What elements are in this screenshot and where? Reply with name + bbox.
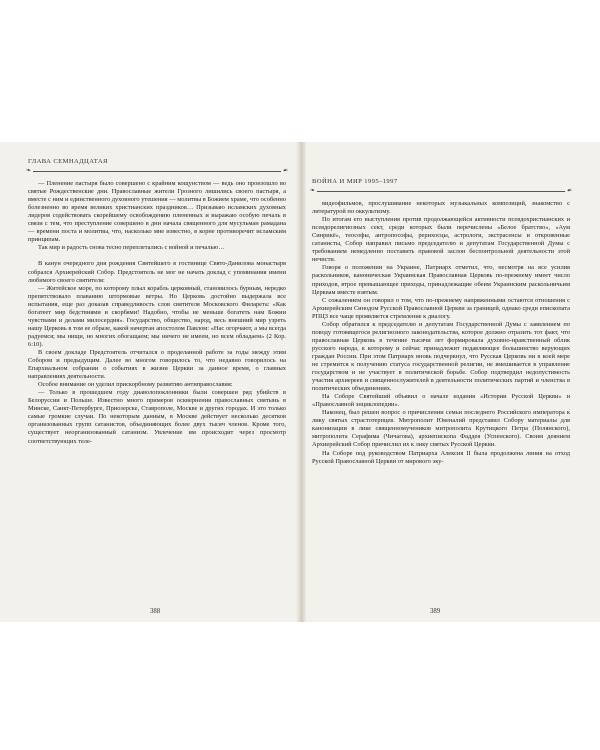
right-page [312, 178, 570, 466]
rule-ornament-icon: ❧ [26, 168, 32, 175]
left-paragraph-3: В канун очередного дня рождения Святейшего в гостинице Свято-Даниловa монастыря собрался Архиерейский Собор. Предстоятель не мог не начать доклад с упоминания имени любимого своего святителя: [28, 260, 286, 284]
left-page [28, 158, 286, 446]
right-paragraph-8: На Соборе под руководством Патриарха Алексия II была продолжена линия на отход Русской Православной Церкви от мирового эку- [312, 449, 570, 465]
right-header-rule [312, 189, 570, 194]
right-paragraph-5: Собор обратился к председателю и депутатам Государственной Думы с заявлением по поводу готовящегося религиозного законодательства, которое должно отразить тот факт, что православная Церковь в течение тысячи лет формировала духовно-нравственный облик русского народа, к которому и сейчас принадлежит подавляющее большинство верующих граждан России. При этом Патриарх вновь подчеркнул, что Русская Церковь ни в коей мере не стремится к получению статуса государственной религии, не вмешивается в управление государством и не участвует в политической борьбе. Собор подтвердил недопустимость участия архиереев и священнослужителей в деятельности политических партий и членства в политических объединениях. [312, 320, 570, 393]
left-paragraph-4: — Житейское море, по которому плыл корабль церковный, становилось бурным, нередко препятствовало плаванию штормовые ветры. Но Церковь достойно выдержала все испытания, еще раз доказав справедливость слов святителя Московского Филарета: «Как богатеет мир бедствиями и скорбями! Надобно, чтобы не меньше богатеть нам Божии чувствами и делами милосердия». Государство, общество, народ, весь внешний мир узреть нашу Церковь в том ее образе, какой начертан апостолом Павлом: «Нас огорчают, а мы всегда радуемся; мы нищи, но многих обогащаем; мы ничего не имеем, но всем обладаем» (2 Кор. 6:10). [28, 284, 286, 348]
left-paragraph-5: В своем докладе Предстоятель отчитался о проделанной работе за годы между этим Собором и предыдущим. Далее во многом говорилось то, что недавно говорилось на Епархиальном собрании о событиях в жизни Церкви за данное время, о главных направлениях деятельности. [28, 348, 286, 381]
right-page-number: 389 [430, 608, 441, 615]
left-paragraph-7: — Только в прошедшем году диаволопоклонники были совершен ряд убийств в Белоруссии и Польше. Известно много примеров осквернения православных святынь в Минске, Санкт-Петербурге, Приозерске, Ставрополе, Москве и других городах. И это только самые громкие случаи. По некоторым данным, в Москве действует несколько десятков организованных групп сатанистов, объединяющих более двух тысяч членов. Кроме того, существует неорганизованный сатанизм. Увлечение им происходит через просмотр соответствующих теле- [28, 389, 286, 445]
right-paragraph-6: На Соборе Святейший объявил о начале издания «Истории Русской Церкви» и «Православной энциклопедии». [312, 393, 570, 409]
left-page-number: 388 [150, 608, 161, 615]
right-paragraph-2: По итогам его выступления против продолжающейся активности псевдохристианских и псевдорелигиозных сект, среди которых были перечислены «Белое братство», «Аум Синрикё», теософы, антропософы, рерихосцы, астрологи, экстрасенсы и откровенные сатанисты, Собор направил письмо председателю и депутатам Государственной Думы с требованием немедленно поставить правовой заслон беспонтрольной деятельности этой нечисти. [312, 216, 570, 264]
rule-ornament-icon: ❧ [310, 188, 316, 195]
left-paragraph-6: Особое внимание он уделил прискорбному развитию антиправославия: [38, 381, 233, 389]
right-paragraph-7: Наконец, был решен вопрос о причислении семьи последнего Российского императора к лику святых страстотерпцев. Митрополит Ювеналий представил Собору материалы для канонизации в лике священномучеников митрополита Крутицкого Петра (Полянского), митрополита Серафима (Чичагова), архиепископа Фаддея (Успенского). Своим деянием Архиерейский Собор причислил их к лику святых Русской Церкви. [312, 409, 570, 449]
left-paragraph-2: Так мир и радость снова тесно переплетались с войной и печалью… [38, 244, 225, 252]
right-paragraph-3: Говоря о положении на Украине, Патриарх отметил, что, несмотря на все усилия раскольников, каноническая Украинская Православная Церковь по-прежнему имеет число приходов, втрое превышающее приходы, принадлежащие обеим Украинским раскольничьим Церквам вместе взятым. [312, 264, 570, 296]
left-paragraph-1: — Пленение пастыря было совершено с крайним кощунством — ведь оно произошло во святые Рождественские дни. Православные жители Грозного лишились своего пастыря, а вместе с ним и единственного духовного утешения — молитвы в Божием храме, что особенно болезненно во время великих христианских праздников… Призываю исламских духовных лидеров содействовать скорейшему освобождению плененных и выражаю особую печаль в связи с тем, что преступление совершено в дни начала священного для мусульман рамадана — времени поста и молитвы, что, насколько мне известно, в корне противоречит исламским принципам. [28, 180, 286, 244]
rule-ornament-icon: ☙ [566, 188, 572, 195]
right-paragraph-1: видеофильмов, прослушивание некоторых музыкальных композиций, знакомство с литературой по оккультизму. [312, 200, 570, 216]
left-running-header: ГЛАВА СЕМНАДЦАТАЯ [28, 158, 108, 165]
right-running-header: ВОЙНА И МИР 1995–1997 [312, 178, 398, 185]
book-gutter [296, 142, 306, 622]
right-paragraph-4: С сожалением он говорил о том, что по-прежнему напряженными остаются отношения с Архиерейским Синодом Русской Православной Церкви за границей, однако среди епископата РПЦЗ все чаще проявляется стремление к диалогу. [312, 296, 570, 320]
rule-ornament-icon: ☙ [282, 168, 288, 175]
left-header-rule [28, 169, 286, 174]
